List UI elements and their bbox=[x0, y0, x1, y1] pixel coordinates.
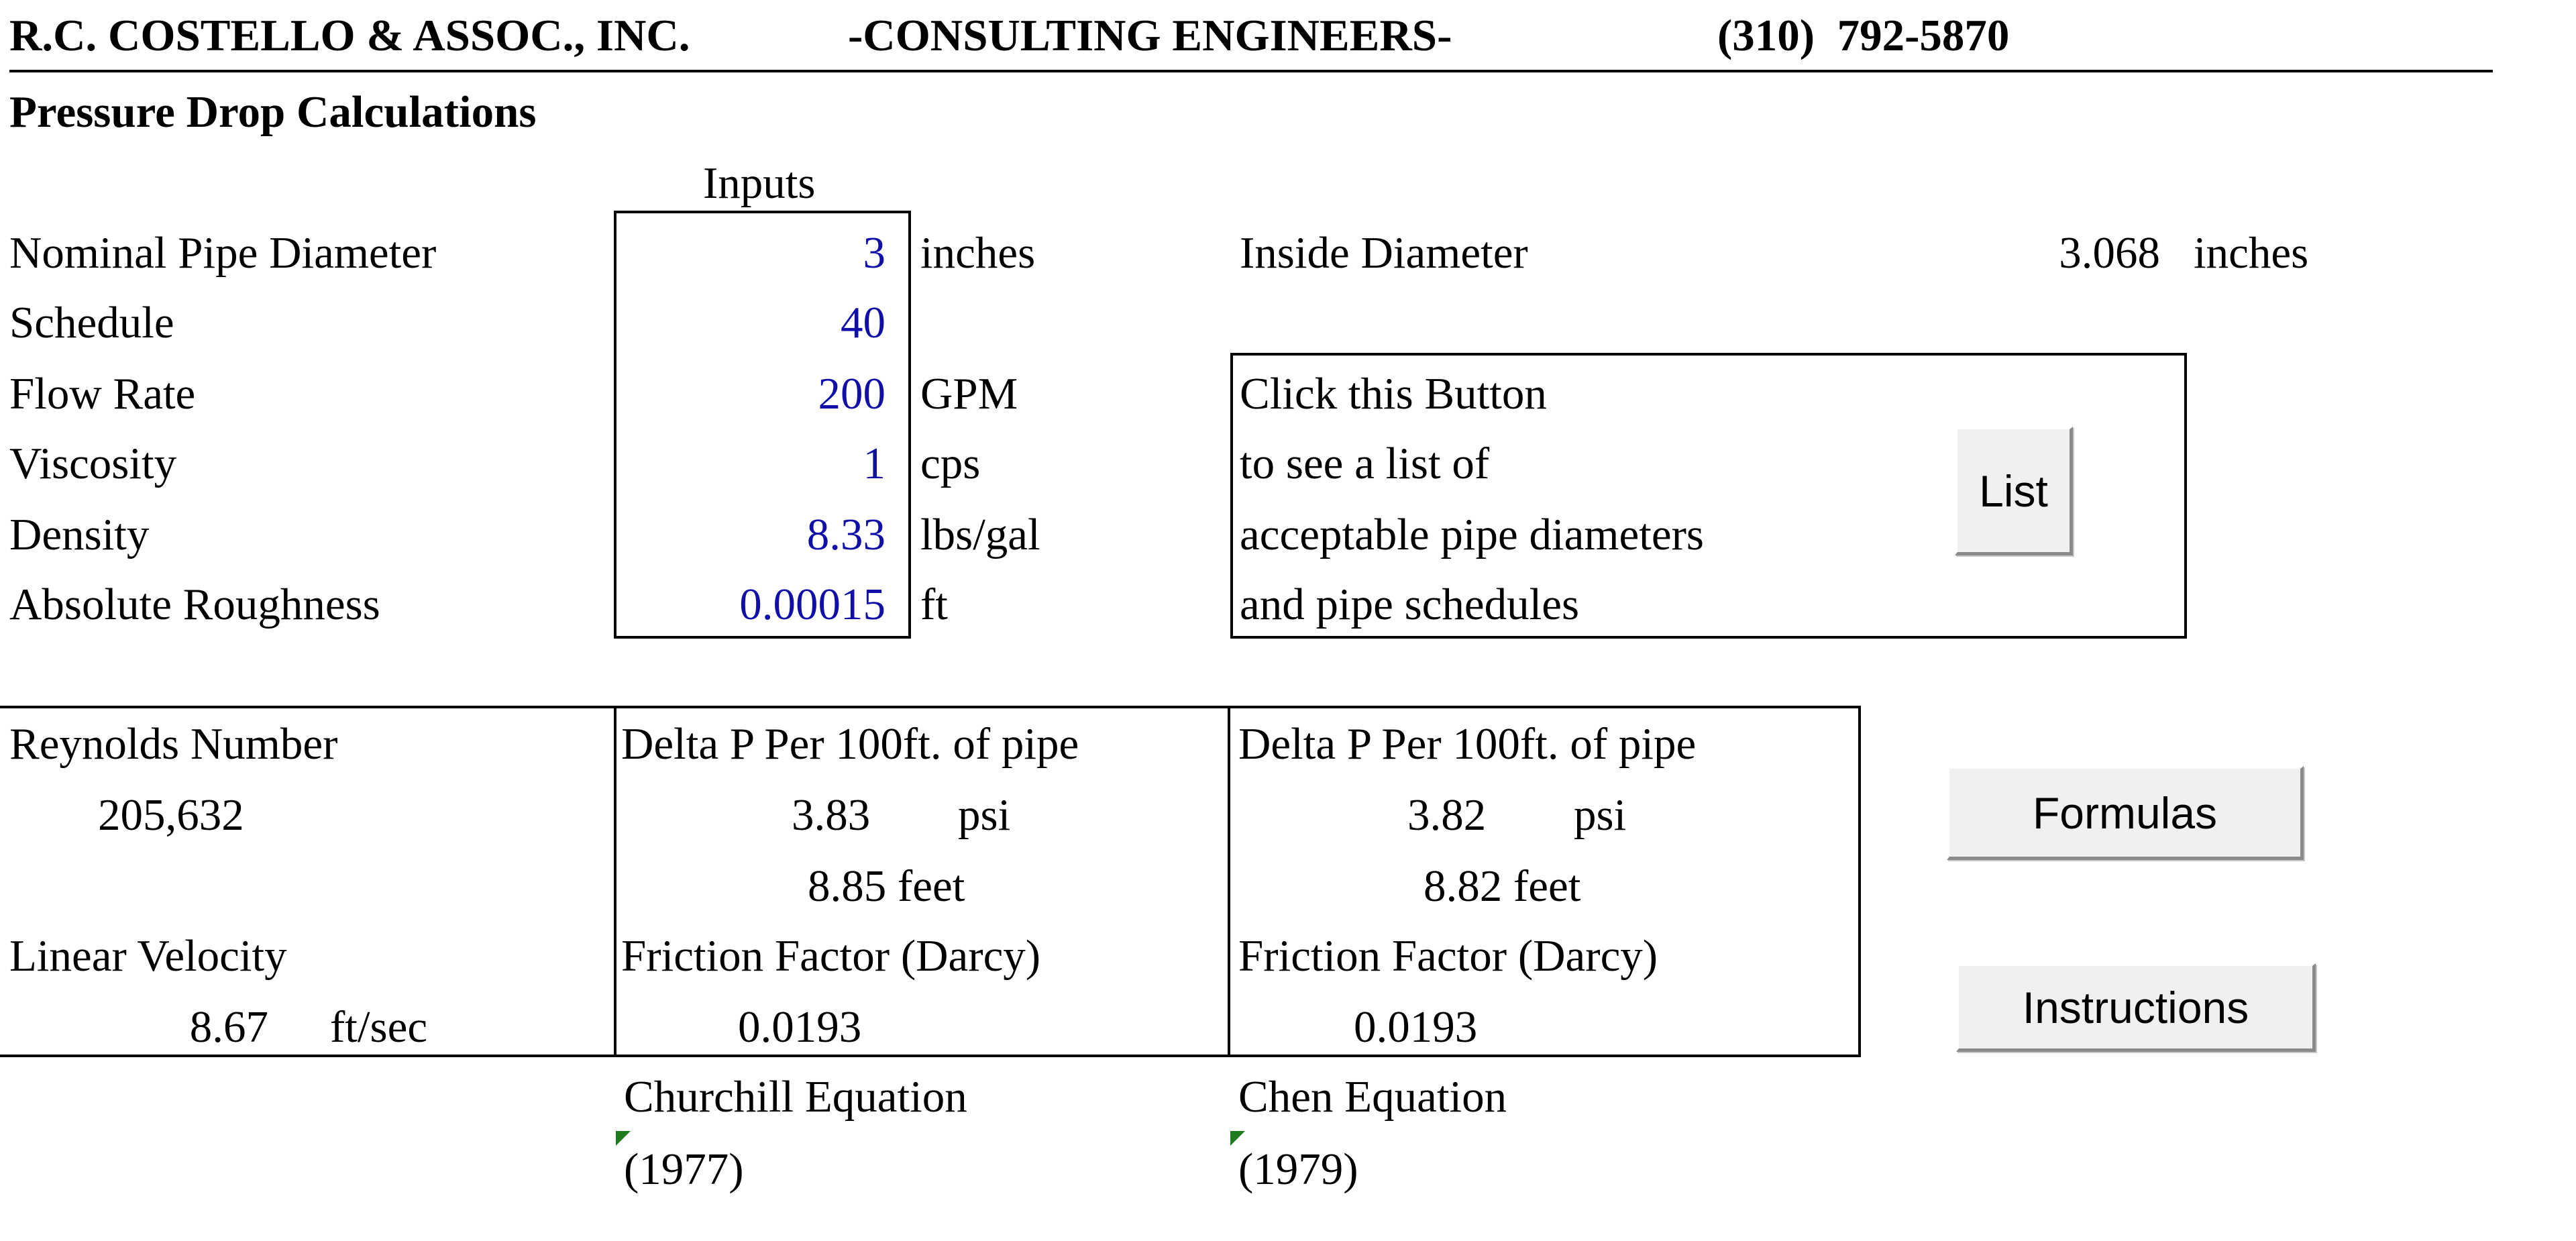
sheet-title: Pressure Drop Calculations bbox=[9, 87, 537, 137]
viscosity-input[interactable]: 1 bbox=[863, 439, 885, 488]
list-info-line: Click this Button bbox=[1240, 369, 1547, 419]
churchill-psi-value: 3.83 bbox=[792, 790, 871, 840]
comment-indicator-icon[interactable] bbox=[1230, 1131, 1245, 1146]
chen-psi-value: 3.82 bbox=[1407, 790, 1487, 840]
flow-rate-input[interactable]: 200 bbox=[818, 369, 885, 419]
churchill-friction-value: 0.0193 bbox=[738, 1002, 862, 1052]
churchill-psi-unit: psi bbox=[958, 790, 1011, 840]
input-label: Flow Rate bbox=[9, 369, 196, 419]
input-label: Schedule bbox=[9, 298, 174, 347]
reynolds-value: 205,632 bbox=[98, 790, 244, 840]
results-top-rule bbox=[0, 706, 1861, 708]
chen-equation-label: Chen Equation bbox=[1238, 1072, 1507, 1122]
chen-friction-value: 0.0193 bbox=[1354, 1002, 1478, 1052]
input-label: Nominal Pipe Diameter bbox=[9, 228, 437, 278]
churchill-equation-label: Churchill Equation bbox=[624, 1072, 967, 1122]
velocity-value: 8.67 bbox=[189, 1002, 268, 1052]
list-info-line: to see a list of bbox=[1240, 439, 1490, 488]
chen-year: (1979) bbox=[1238, 1144, 1358, 1194]
schedule-input[interactable]: 40 bbox=[841, 298, 885, 347]
input-unit: ft bbox=[920, 580, 948, 629]
header-rule bbox=[9, 70, 2493, 72]
chen-friction-label: Friction Factor (Darcy) bbox=[1238, 931, 1658, 981]
input-unit: GPM bbox=[920, 369, 1018, 419]
inside-diameter-value: 3.068 bbox=[2059, 228, 2160, 278]
formulas-button[interactable]: Formulas bbox=[1947, 766, 2304, 860]
list-info-line: and pipe schedules bbox=[1240, 580, 1580, 629]
input-unit: cps bbox=[920, 439, 981, 488]
company-name: R.C. COSTELLO & ASSOC., INC. bbox=[9, 11, 690, 60]
input-label: Viscosity bbox=[9, 439, 177, 488]
input-label: Absolute Roughness bbox=[9, 580, 380, 629]
churchill-feet: 8.85 feet bbox=[808, 861, 965, 911]
input-unit: lbs/gal bbox=[920, 510, 1040, 559]
company-phone: (310) 792-5870 bbox=[1717, 11, 2010, 60]
inside-diameter-unit: inches bbox=[2194, 228, 2309, 278]
inputs-header: Inputs bbox=[703, 158, 816, 208]
roughness-input[interactable]: 0.00015 bbox=[739, 580, 885, 629]
input-unit: inches bbox=[920, 228, 1036, 278]
instructions-button[interactable]: Instructions bbox=[1956, 963, 2316, 1052]
results-divider bbox=[614, 706, 616, 1057]
comment-indicator-icon[interactable] bbox=[616, 1131, 631, 1146]
nominal-diameter-input[interactable]: 3 bbox=[863, 228, 885, 278]
reynolds-label: Reynolds Number bbox=[9, 719, 338, 769]
chen-psi-unit: psi bbox=[1574, 790, 1627, 840]
churchill-year: (1977) bbox=[624, 1144, 744, 1194]
results-divider bbox=[1858, 706, 1861, 1057]
density-input[interactable]: 8.33 bbox=[806, 510, 885, 559]
results-bottom-rule bbox=[0, 1055, 1861, 1057]
inside-diameter-label: Inside Diameter bbox=[1240, 228, 1528, 278]
results-divider bbox=[1228, 706, 1230, 1057]
list-info-line: acceptable pipe diameters bbox=[1240, 510, 1704, 559]
churchill-friction-label: Friction Factor (Darcy) bbox=[621, 931, 1041, 981]
velocity-label: Linear Velocity bbox=[9, 931, 287, 981]
chen-heading: Delta P Per 100ft. of pipe bbox=[1238, 719, 1697, 769]
input-label: Density bbox=[9, 510, 150, 559]
chen-feet: 8.82 feet bbox=[1424, 861, 1581, 911]
velocity-unit: ft/sec bbox=[330, 1002, 428, 1052]
churchill-heading: Delta P Per 100ft. of pipe bbox=[621, 719, 1079, 769]
list-button[interactable]: List bbox=[1955, 427, 2073, 555]
company-tagline: -CONSULTING ENGINEERS- bbox=[848, 11, 1452, 60]
